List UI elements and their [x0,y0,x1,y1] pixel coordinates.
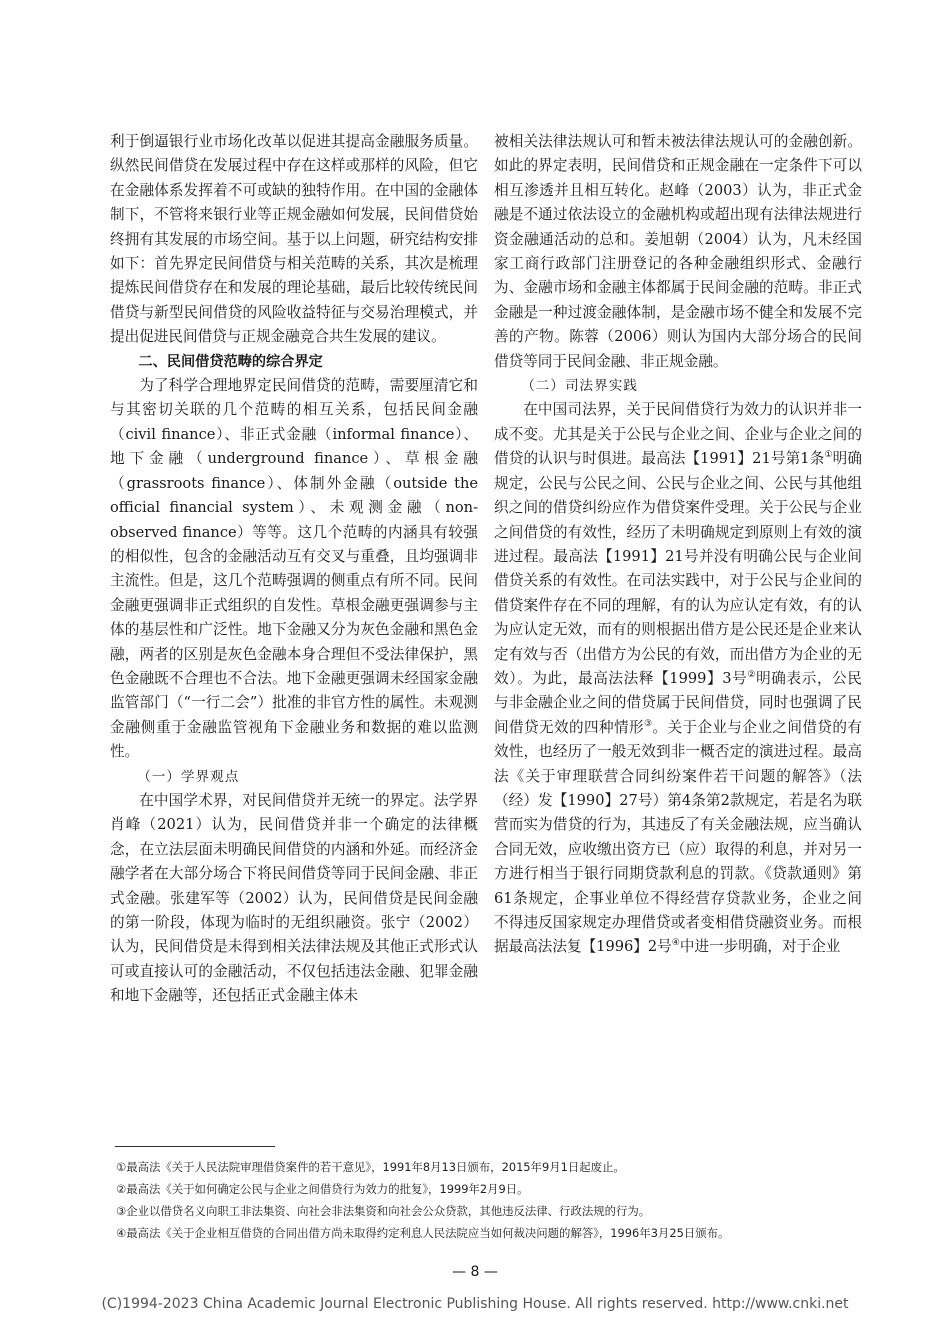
text-run: 明确规定，公民与公民之间、公民与企业之间、公民与其他组织之间的借贷纠纷应作为借贷案件受理。关于公民与企业之间借贷的有效性，经历了未明确规定到原则上有效的演进过程。最高法【1991】21号并没有明确公民与企业间借贷关系的有效性。在司法实践中，对于公民与企业间的借贷案件存在不同的理解，有的认为应认定有效，有的认为应认定无效，而有的则根据出借方是公民还是企业来认定有效与否（出借方为公民的有效，而出借方为企业的无效）。为此，最高法法释【1999】3号 [494,450,862,687]
body-paragraph: 被相关法律法规认可和暂未被法律法规认可的金融创新。如此的界定表明，民间借贷和正规金融在一定条件下可以相互渗透并且相互转化。赵峰（2003）认为，非正式金融是不通过依法设立的金融机构或超出现有法律法规进行资金融通活动的总和。姜旭朝（2004）认为，凡未经国家工商行政部门注册登记的各种金融组织形式、金融行为、金融市场和金融主体都属于民间金融的范畴。非正式金融是一种过渡金融体制，是金融市场不健全和发展不完善的产物。陈蓉（2006）则认为国内大部分场合的民间借贷等同于民间金融、非正规金融。 [494,133,862,370]
left-column [110,130,478,1009]
footnote-4: ④最高法《关于企业相互借贷的合同出借方尚未取得约定利息人民法院应当如何裁决问题的解答》，1996年3月25日颁布。 [116,1226,730,1240]
text-run: 在中国司法界，关于民间借贷行为效力的认识并非一成不变。尤其是关于公民与企业之间、企业与企业之间的借贷的认识与时俱进。最高法【1991】21号第1条 [494,401,862,468]
footnote-ref[interactable]: ① [824,450,833,461]
footnote-ref[interactable]: ④ [671,938,680,949]
right-column [494,130,862,960]
body-paragraph: 利于倒逼银行业市场化改革以促进其提高金融服务质量。纵然民间借贷在发展过程中存在这样或那样的风险，但它在金融体系发挥着不可或缺的独特作用。在中国的金融体制下，不管将来银行业等正规金融如何发展，民间借贷始终拥有其发展的市场空间。基于以上问题，研究结构安排如下：首先界定民间借贷与相关范畴的关系，其次是梳理提炼民间借贷存在和发展的理论基础，最后比较传统民间借贷与新型民间借贷的风险收益特征与交易治理模式，并提出促进民间借贷与正规金融竞合共生发展的建议。 [110,133,478,346]
footnotes [116,1156,846,1244]
footnote-1: ①最高法《关于人民法院审理借贷案件的若干意见》，1991年8月13日颁布，2015年9月1日起废止。 [116,1160,625,1174]
copyright-line: (C)1994-2023 China Academic Journal Electronic Publishing House. All rights reserved. http://www.cnki.net [101,1296,849,1312]
footnote-3: ③企业以借贷名义向职工非法集资、向社会非法集资和向社会公众贷款，其他违反法律、行政法规的行为。 [116,1204,651,1218]
body-paragraph: 为了科学合理地界定民间借贷的范畴，需要厘清它和与其密切关联的几个范畴的相互关系，包括民间金融（civil finance）、非正式金融（informal finance）、地下金融（underground finance）、草根金融（grassroots finance）、体制外金融（outside the official financial system）、未观测金融（non-observed finance）等等。这几个范畴的内涵具有较强的相似性，包含的金融活动互有交叉与重叠，且均强调非主流性。但是，这几个范畴强调的侧重点有所不同。民间金融更强调非正式组织的自发性。草根金融更强调参与主体的基层性和广泛性。地下金融又分为灰色金融和黑色金融，两者的区别是灰色金融本身合理但不受法律保护，黑色金融既不合理也不合法。地下金融更强调未经国家金融监管部门（“一行二会”）批准的非官方性的属性。未观测金融侧重于金融监管视角下金融业务和数据的难以监测性。 [110,377,478,761]
subsection-heading: （一）学界观点 [137,768,240,785]
footnote-ref[interactable]: ② [747,670,757,681]
section-heading: 二、民间借贷范畴的综合界定 [138,353,323,370]
body-paragraph: 在中国学术界，对民间借贷并无统一的界定。法学界肖峰（2021）认为，民间借贷并非一个确定的法律概念，在立法层面未明确民间借贷的内涵和外延。而经济金融学者在大部分场合下将民间借贷等同于民间金融、非正式金融。张建军等（2002）认为，民间借贷是民间金融的第一阶段，体现为临时的无组织融资。张宁（2002）认为，民间借贷是未得到相关法律法规及其他正式形式认可或直接认可的金融活动，不仅包括违法金融、犯罪金融和地下金融等，还包括正式金融主体未 [110,791,478,1005]
footnote-ref[interactable]: ③ [643,718,653,729]
body-paragraph [494,398,862,959]
text-run: 中进一步明确，对于企业 [679,938,841,956]
page-number: — 8 — [452,1264,498,1280]
subsection-heading: （二）司法界实践 [521,378,638,395]
footnote-2: ②最高法《关于如何确定公民与企业之间借贷行为效力的批复》，1999年2月9日。 [116,1182,529,1196]
footnote-divider [115,1146,275,1147]
text-run: 明确表示，公民与非金融企业之间的借贷属于民间借贷，同时也强调了民间借贷无效的四种情形 [494,669,862,736]
text-run: 。关于企业与企业之间借贷的有效性，也经历了一般无效到非一概否定的演进过程。最高法《关于审理联营合同纠纷案件若干问题的解答》（法（经）发【1990】27号）第4条第2款规定，若是名为联营而实为借贷的行为，其违反了有关金融法规，应当确认合同无效，应收缴出资方已（应）取得的利息，并对另一方进行相当于银行同期贷款利息的罚款。《贷款通则》第61条规定，企事业单位不得经营存贷款业务，企业之间不得违反国家规定办理借贷或者变相借贷融资业务。而根据最高法法复【1996】2号 [494,718,862,956]
